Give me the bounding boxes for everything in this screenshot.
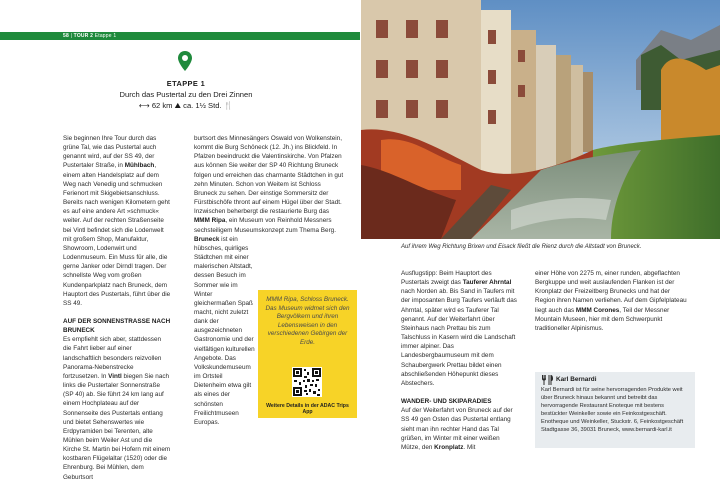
- page-number: 58: [63, 33, 69, 39]
- paragraph: Auf der Weiterfahrt von Bruneck auf der SS 49 gen Osten das Pustertal entlang sieht man ihn rechter Hand das Tal grüßen, im Winter mit einer weißen Mütze, den Kronplatz. Mit: [401, 407, 513, 451]
- distance: 62 km: [151, 101, 173, 110]
- road-icon: ⟷: [138, 101, 150, 110]
- bruneck-photo: [361, 0, 720, 239]
- paragraph: einer Höhe von 2275 m, einer runden, abgeflachten Bergkuppe und weit auslaufenden Flanken ist der Kronplatz der Freizeitberg Brunecks und hat der Region ihren Namen verliehen. Auf dem Gipfelplateau liegt auch das MMM Corones, Teil der Messner Mountain Museen, hier mit dem Schwerpunkt traditioneller Alpinismus.: [535, 270, 687, 332]
- column-1: [63, 134, 171, 482]
- column-4: [535, 269, 690, 333]
- running-header: [0, 32, 360, 40]
- highlight-box: [258, 290, 357, 418]
- paragraph: Sie beginnen Ihre Tour durch das grüne Tal, wie das Pustertal auch genannt wird, auf der SS 49, der Pustertaler Straße, in Mühlbach, einem alten Handelsplatz auf dem Weg nach Venedig und schmucken Ferienort mit Skigebietsanschluss. Bereits nach wenigen Kilometern geht es auf eine andere Art »schmuck« weiter. Auf der rechten Straßenseite bei Vintl befindet sich die Lodenwelt mit großem Shop, Manufaktur, Showroom, Lodenwirt und Lodenmuseum. Ein Muss für alle, die gerne Janker oder Dirndl tragen. Der schnellste Weg vom großen Kundenparkplatz nach Bruneck, dem Hauptort des Pustertals, führt über die SS 49.: [63, 135, 171, 307]
- tip-name: Karl Bernardi: [556, 376, 597, 383]
- paragraph: Es empfiehlt sich aber, stattdessen die Fahrt lieber auf einer landschaftlich besonders reizvollen Panorama-Nebenstrecke fortzusetzen. In Vintl biegen Sie nach links die Pustertaler Sonnenstraße (SP 40) ab. Sie führt 24 km lang auf einem Hochplateau auf der Sonnenseite des Pustertals entlang und bietet Sehenswertes wie Erdpyramiden bei Terenten, alte Mühlen beim Weiler Ast und die Kirche St. Martin bei Hofern mit einem kostbaren Flügelaltar (1520) oder die Ehrenburg. Bei Mühlen, dem Geburtsort: [63, 336, 171, 481]
- mountain-icon: ⛰: [174, 101, 182, 110]
- section-heading: AUF DER SONNENSTRASSE NACH BRUNECK: [63, 317, 171, 335]
- paragraph: Bruneck ist ein hübsches, quirliges Städtchen mit einer malerischen Altstadt, dessen Besuch im Sommer wie im Winter gleichermaßen Spaß macht, nicht zuletzt dank der ausgezeichneten Gastronomie und der vielfältigen kulturellen Angebote. Das Volkskundemuseum im Ortsteil Dietenheim etwa gilt als eines der schönsten Freilichtmuseen Europas.: [194, 235, 255, 426]
- column-3: [401, 269, 519, 452]
- duration: ca. 1½ Std.: [183, 101, 222, 110]
- food-icon: 🍴: [223, 101, 234, 110]
- map-pin-icon: [178, 51, 192, 71]
- highlight-text: MMM Ripa, Schloss Bruneck. Das Museum widmet sich den Bergvölkern und ihren Lebensweisen in den verschiedenen Gebirgen der Erde.: [265, 296, 350, 346]
- tip-box: [535, 372, 695, 448]
- qr-code-icon[interactable]: [292, 367, 322, 397]
- stage-title: ETAPPE 1: [166, 79, 206, 88]
- stage-subtitle: Durch das Pustertal zu den Drei Zinnen: [119, 90, 253, 99]
- photo-caption: Auf ihrem Weg Richtung Brixen und Eisack fließt die Rienz durch die Altstadt von Bruneck.: [401, 244, 642, 250]
- stage-meta: [0, 101, 372, 111]
- stage-label: Etappe 1: [94, 33, 117, 39]
- header-separator: |: [70, 33, 73, 39]
- tour-label: TOUR 2: [73, 33, 94, 39]
- paragraph: burtsort des Minnesängers Oswald von Wolkenstein, kommt die Burg Schöneck (12. Jh.) ins Blickfeld. In Pfalzen beeindruckt die Valentinskirche. Von Pfalzen aus können Sie weiter der SP 40 Richtung Bruneck folgen und erreichen das charmante Städtchen in gut zehn Minuten. Schon von Weitem ist Schloss Bruneck zu sehen. Der einstige Sommersitz der Fürstbischöfe thront auf einem Hügel über der Stadt. Inzwischen beherbergt die restaurierte Burg das MMM Ripa, ein Museum von Reinhold Messners sechsteiligem Museumskonzept zum Thema Berg.: [194, 135, 344, 234]
- tip-text: Karl Bernardi ist für seine hervorragenden Produkte weit über Bruneck hinaus bekannt und betreibt das hervorragende Restaurant Enoteque mit bestens bestückter Weinkeller sowie ein Feinkostgeschäft. Enotheque und Weinkeller, Stuckstr. 6, Feinkostgeschäft Stadtgasse 36, 39031 Bruneck, www.bernardi-karl.it: [541, 387, 684, 433]
- app-link[interactable]: Weitere Details in der ADAC Trips App: [266, 403, 349, 416]
- paragraph: Ausflugstipp: Beim Hauptort des Pustertals zweigt das Tauferer Ahrntal nach Norden ab. Bis Sand in Taufers mit der imposanten Burg Taufers verläuft das Ahrntal, später wird es Tauferer Tal genannt. Auf der Weiterfahrt über Steinhaus nach Prettau bis zum Talschluss in Kasern wird die Landschaft immer alpiner. Das Landesbergbaumuseum mit dem Schaubergwerk Prettau bildet einen abschließenden Höhepunkt dieses Abstechers.: [401, 270, 517, 387]
- section-heading: WANDER- UND SKIPARADIES: [401, 398, 492, 406]
- food-icon: [541, 375, 554, 385]
